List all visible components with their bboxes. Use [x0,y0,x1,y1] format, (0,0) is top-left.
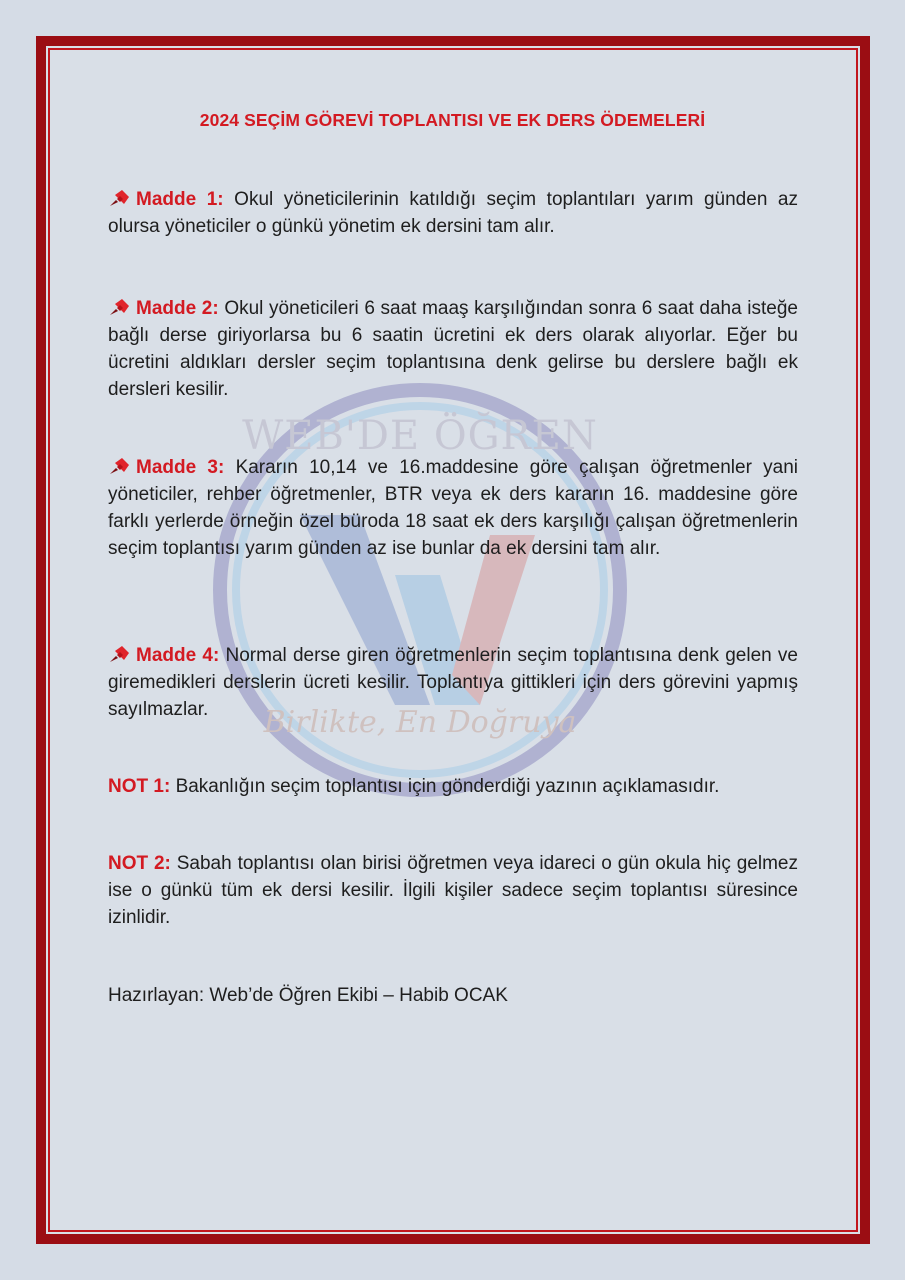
madde-4-text: Normal derse giren öğretmenlerin seçim toplantısına denk gelen ve giremedikleri derslerin ücreti kesilir. Toplantıya gittikleri için ders görevini yapmış sayılmazlar. [108,645,798,720]
list-item-madde-1 [108,186,798,240]
pushpin-icon [108,189,130,207]
pushpin-icon [108,645,130,663]
madde-1-label: Madde 1: [136,189,224,210]
author-credit: Hazırlayan: Web’de Öğren Ekibi – Habib OCAK [108,985,508,1006]
note-2 [108,850,798,931]
madde-1-text: Okul yöneticilerinin katıldığı seçim toplantıları yarım günden az olursa yöneticiler o günkü yönetim ek dersini tam alır. [108,189,798,237]
watermark-logo [190,375,650,805]
madde-4-label: Madde 4: [136,645,220,666]
note-1 [108,773,798,800]
watermark-slogan: Birlikte, En Doğruya [263,705,577,740]
note-1-text: Bakanlığın seçim toplantısı için gönderdiği yazının açıklamasıdır. [175,776,720,797]
list-item-madde-3 [108,454,798,562]
note-2-text: Sabah toplantısı olan birisi öğretmen veya idareci o gün okula hiç gelmez ise o günkü tüm ek dersi kesilir. İlgili kişiler sadece seçim toplantısı süresince izinlidir. [108,853,798,928]
note-2-label: NOT 2: [108,853,171,874]
madde-2-label: Madde 2: [136,298,219,319]
list-item-madde-4 [108,642,798,723]
pushpin-icon [108,457,130,475]
page-title: 2024 SEÇİM GÖREVİ TOPLANTISI VE EK DERS ÖDEMELERİ [199,110,706,130]
madde-2-text: Okul yöneticileri 6 saat maaş karşılığından sonra 6 saat daha isteğe bağlı derse giriyorlarsa bu 6 saatin ücretini ek ders olarak alıyorlar. Eğer bu ücretini aldıkları dersler seçim toplantısına denk gelirse bu derslere bağlı ek dersleri kesilir. [108,298,798,400]
madde-3-text: Kararın 10,14 ve 16.maddesine göre çalışan öğretmenler yani yöneticiler, rehber öğretmenler, BTR veya ek ders kararın 16. maddesine göre farklı yerlerde örneğin özel büroda 18 saat ek ders karşılığı çalışan öğretmenlerin seçim toplantısı yarım günden az ise bunlar da ek dersini tam alır. [108,457,798,559]
pushpin-icon [108,298,130,316]
watermark-brand: WEB'DE ÖĞREN [242,413,598,459]
madde-3-label: Madde 3: [136,457,225,478]
note-1-label: NOT 1: [108,776,171,797]
list-item-madde-2 [108,295,798,403]
